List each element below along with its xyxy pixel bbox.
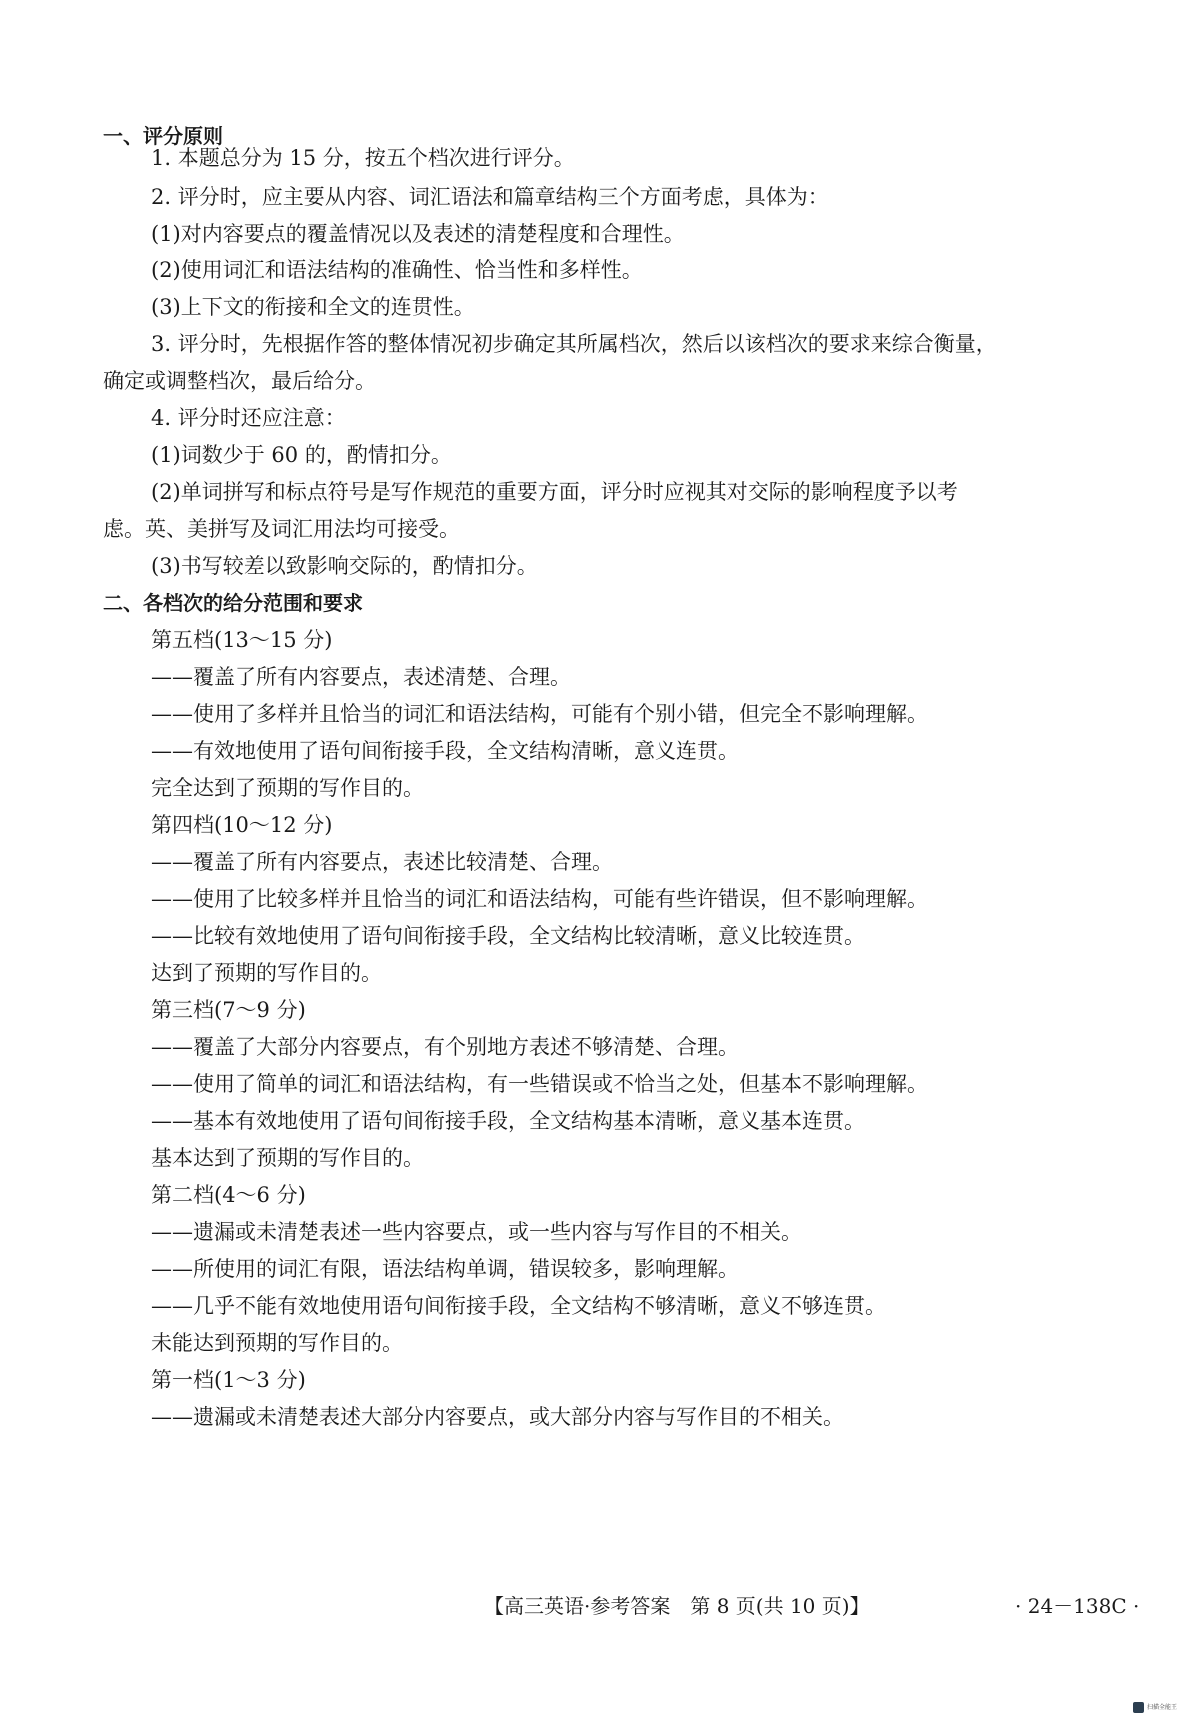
section1-line: (3)书写较差以致影响交际的，酌情扣分。 (151, 554, 538, 578)
section1-line: 确定或调整档次，最后给分。 (103, 369, 376, 393)
section2-line: 完全达到了预期的写作目的。 (151, 776, 424, 800)
section1-line: (3)上下文的衔接和全文的连贯性。 (151, 295, 475, 319)
section1-line: 3. 评分时，先根据作答的整体情况初步确定其所属档次，然后以该档次的要求来综合衡量， (151, 332, 997, 356)
section2-line: ——使用了简单的词汇和语法结构，有一些错误或不恰当之处，但基本不影响理解。 (151, 1072, 928, 1096)
section2-line: ——覆盖了所有内容要点，表述比较清楚、合理。 (151, 850, 613, 874)
section2-line: ——覆盖了所有内容要点，表述清楚、合理。 (151, 665, 571, 689)
scanner-logo-icon (1133, 1702, 1144, 1713)
section2-line: ——几乎不能有效地使用语句间衔接手段，全文结构不够清晰，意义不够连贯。 (151, 1294, 886, 1318)
footer-code: · 24－138C · (1015, 1594, 1140, 1618)
section2-line: ——遗漏或未清楚表述一些内容要点，或一些内容与写作目的不相关。 (151, 1220, 802, 1244)
section2-line: 第四档(10～12 分) (151, 813, 333, 837)
section2-line: ——所使用的词汇有限，语法结构单调，错误较多，影响理解。 (151, 1257, 739, 1281)
scanner-watermark (1133, 1697, 1193, 1717)
section2-line: 第三档(7～9 分) (151, 998, 306, 1022)
section2-line: ——基本有效地使用了语句间衔接手段，全文结构基本清晰，意义基本连贯。 (151, 1109, 865, 1133)
section1-line: (1)对内容要点的覆盖情况以及表述的清楚程度和合理性。 (151, 222, 685, 246)
section2-line: ——遗漏或未清楚表述大部分内容要点，或大部分内容与写作目的不相关。 (151, 1405, 844, 1429)
section2-line: 第一档(1～3 分) (151, 1368, 306, 1392)
section1-line: 2. 评分时，应主要从内容、词汇语法和篇章结构三个方面考虑，具体为： (151, 185, 829, 209)
section2-line: 未能达到预期的写作目的。 (151, 1331, 403, 1355)
watermark-text: 扫描全能王 (1147, 1703, 1178, 1711)
section2-line: 达到了预期的写作目的。 (151, 961, 382, 985)
footer-title: 【高三英语·参考答案 第 8 页(共 10 页)】 (484, 1594, 870, 1618)
section2-line: 基本达到了预期的写作目的。 (151, 1146, 424, 1170)
section1-line: (2)单词拼写和标点符号是写作规范的重要方面，评分时应视其对交际的影响程度予以考 (151, 480, 958, 504)
section2-line: ——有效地使用了语句间衔接手段，全文结构清晰，意义连贯。 (151, 739, 739, 763)
section2-line: ——覆盖了大部分内容要点，有个别地方表述不够清楚、合理。 (151, 1035, 739, 1059)
section2-line: 第二档(4～6 分) (151, 1183, 306, 1207)
section1-line: 4. 评分时还应注意： (151, 406, 346, 430)
section2-heading: 二、各档次的给分范围和要求 (103, 591, 363, 615)
section1-line: (2)使用词汇和语法结构的准确性、恰当性和多样性。 (151, 258, 643, 282)
section2-line: ——比较有效地使用了语句间衔接手段，全文结构比较清晰，意义比较连贯。 (151, 924, 865, 948)
section2-line: ——使用了比较多样并且恰当的词汇和语法结构，可能有些许错误，但不影响理解。 (151, 887, 928, 911)
section1-line: 1. 本题总分为 15 分，按五个档次进行评分。 (151, 146, 575, 170)
section1-line: (1)词数少于 60 的，酌情扣分。 (151, 443, 452, 467)
section2-line: 第五档(13～15 分) (151, 628, 333, 652)
section2-line: ——使用了多样并且恰当的词汇和语法结构，可能有个别小错，但完全不影响理解。 (151, 702, 928, 726)
section1-line: 虑。英、美拼写及词汇用法均可接受。 (103, 517, 460, 541)
section1-heading: 一、评分原则 (103, 124, 223, 148)
